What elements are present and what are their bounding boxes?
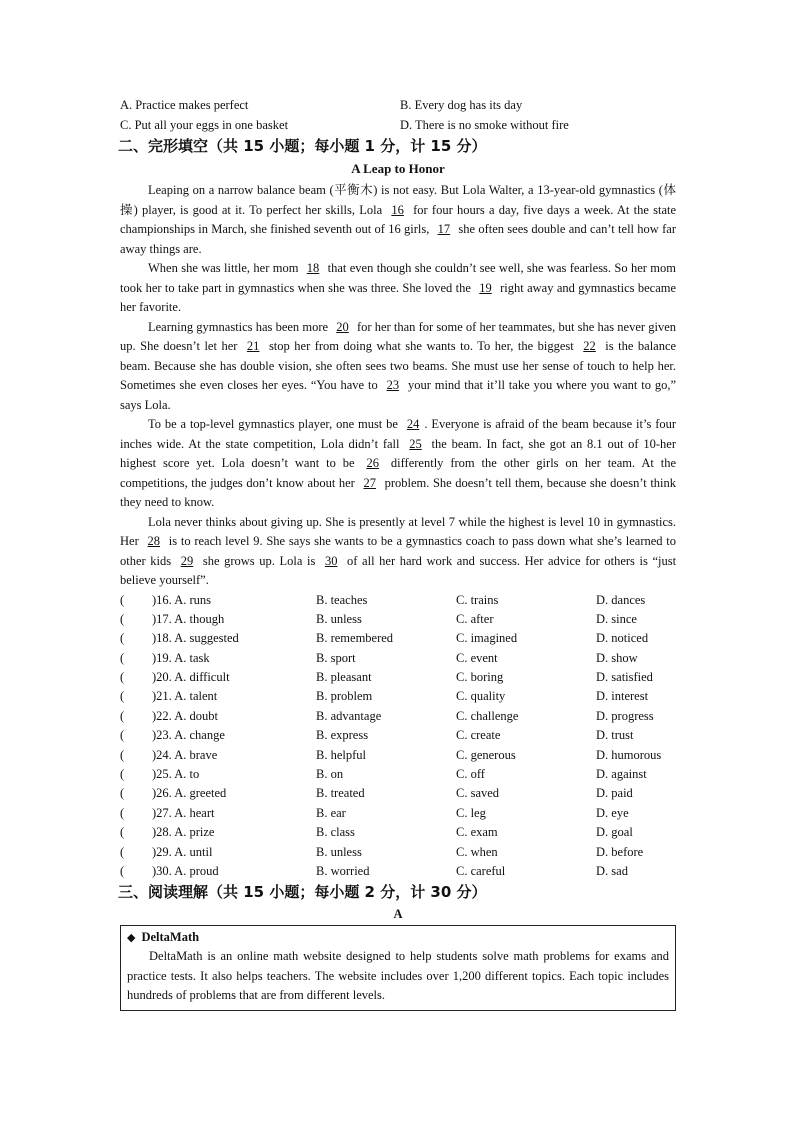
answer-paren: ( <box>120 805 125 820</box>
option-b: B. advantage <box>316 708 382 723</box>
option-a: )29. A. until <box>152 844 213 859</box>
cloze-passage <box>120 181 676 591</box>
option-d: D. trust <box>596 728 634 743</box>
text-span: for her than for some of her teammates, but she has never given up. She doesn’t let her <box>120 319 677 353</box>
option-c: C. quality <box>456 689 506 704</box>
text-span: of all her hard work and success. Her advice for others is “just believe yourself”. <box>120 553 677 587</box>
question-row <box>120 629 676 648</box>
text-span: differently from the other girls on her team. At the competitions, the judges don’t know about her <box>120 456 677 490</box>
option-d: D. dances <box>596 592 646 607</box>
answer-paren: ( <box>120 631 125 646</box>
answer-paren: ( <box>120 592 125 607</box>
answer-paren: ( <box>120 728 125 743</box>
text-span: is the balance beam. Because she has double vision, she often sees two beams. She must use her sense of touch to help her. Sometimes she even closes her eyes. “You have to <box>120 339 677 392</box>
option-c: C. after <box>456 611 494 626</box>
option-a: )17. A. though <box>152 611 225 626</box>
text-span: that even though she couldn’t see well, she was fearless. So her mom took her to take part in gymnastics when she was three. She loved the <box>120 261 676 295</box>
question-row <box>120 687 676 706</box>
paragraph-3 <box>120 318 676 416</box>
option-a: )28. A. prize <box>152 825 215 840</box>
option-d: D. paid <box>596 786 633 801</box>
answer-space[interactable] <box>134 843 152 862</box>
option-b: B. unless <box>316 844 362 859</box>
question-row <box>120 668 676 687</box>
answer-paren: ( <box>120 611 125 626</box>
option-a: )18. A. suggested <box>152 631 239 646</box>
option-b: B. remembered <box>316 631 394 646</box>
option-c: C. boring <box>456 670 504 685</box>
option-c: C. leg <box>456 805 486 820</box>
option-d: D. satisfied <box>596 670 653 685</box>
option-a: )16. A. runs <box>152 592 212 607</box>
option-a: )27. A. heart <box>152 805 215 820</box>
answer-paren: ( <box>120 670 125 685</box>
blank-25: 25 <box>409 436 422 451</box>
option-a: )30. A. proud <box>152 863 219 878</box>
text-span: Lola never thinks about giving up. She is presently at level 7 while the highest is level 10 in gymnastics. Her <box>120 514 676 548</box>
question-row <box>120 862 676 881</box>
blank-20: 20 <box>336 319 349 334</box>
option-d: D. noticed <box>596 631 649 646</box>
option-b: B. treated <box>316 786 365 801</box>
option-b: B. ear <box>316 805 346 820</box>
option-b: B. on <box>316 767 344 782</box>
text-span: Leaping on a narrow balance beam (平衡木) is not easy. But Lola Walter, a 13-year-old gymnastics (体操) player, is good at it. To perfect her skills, Lola <box>120 183 676 217</box>
answer-space[interactable] <box>134 707 152 726</box>
option-c: C. careful <box>456 863 506 878</box>
option-b: B. Every dog has its day <box>400 98 523 112</box>
option-b: B. helpful <box>316 747 366 762</box>
blank-16: 16 <box>391 202 404 217</box>
option-d: D. before <box>596 844 644 859</box>
option-d: D. show <box>596 650 638 665</box>
text-span: . Everyone is afraid of the beam because it’s four inches wide. At the state competition, Lola didn’t fall <box>120 417 677 451</box>
question-row <box>120 649 676 668</box>
option-a: A. Practice makes perfect <box>120 98 249 112</box>
answer-space[interactable] <box>134 726 152 745</box>
option-d: D. eye <box>596 805 629 820</box>
option-c: C. Put all your eggs in one basket <box>120 117 289 132</box>
blank-23: 23 <box>386 378 400 392</box>
answer-space[interactable] <box>134 784 152 803</box>
option-c: C. saved <box>456 786 500 801</box>
box-text: DeltaMath is an online math website designed to help students solve math problems for exams and practice tests. It also helps teachers. The website includes over 1,200 different topics. Each topic includes hundreds of problems that are from different levels. <box>127 949 669 1003</box>
option-c: C. generous <box>456 747 516 762</box>
text-span: right away and gymnastics became her favorite. <box>120 280 677 314</box>
text-span: problem. She doesn’t tell them, because she doesn’t think they need to know. <box>120 475 677 509</box>
paragraph-2 <box>120 259 676 318</box>
box-title-text: DeltaMath <box>141 930 200 945</box>
option-a: )20. A. difficult <box>152 670 230 685</box>
option-b: B. pleasant <box>316 670 372 685</box>
answer-space[interactable] <box>134 668 152 687</box>
option-a: )25. A. to <box>152 767 200 782</box>
question-row <box>120 726 676 745</box>
text-span: is to reach level 9. She says she wants to be a gymnastics coach to pass down what she’s learned to other kids <box>120 534 677 568</box>
option-a: )21. A. talent <box>152 689 218 704</box>
text-span: stop her from doing what she wants to. To her, the biggest <box>268 339 574 353</box>
answer-space[interactable] <box>134 862 152 881</box>
option-d: D. against <box>596 767 647 782</box>
option-a: )23. A. change <box>152 728 225 743</box>
option-c: C. when <box>456 844 498 859</box>
section-3-heading: 三、阅读理解（共 15 小题；每小题 2 分，计 30 分） <box>118 883 487 902</box>
question-row <box>120 610 676 629</box>
diamond-bullet-icon: ◆ <box>127 931 136 945</box>
question-row <box>120 843 676 862</box>
option-c: C. challenge <box>456 708 519 723</box>
option-d: D. progress <box>596 708 654 723</box>
option-c: C. exam <box>456 825 498 840</box>
option-b: B. sport <box>316 650 356 665</box>
paragraph-1 <box>120 181 676 259</box>
answer-space[interactable] <box>134 591 152 610</box>
answer-space[interactable] <box>134 649 152 668</box>
option-a: )26. A. greeted <box>152 786 227 801</box>
answer-paren: ( <box>120 747 125 762</box>
answer-space[interactable] <box>134 629 152 648</box>
option-c: C. trains <box>456 592 499 607</box>
previous-options-row-2 <box>120 116 676 136</box>
answer-space[interactable] <box>134 765 152 784</box>
answer-paren: ( <box>120 767 125 782</box>
question-list <box>120 591 676 882</box>
answer-paren: ( <box>120 786 125 801</box>
passage-title: A Leap to Honor <box>351 161 445 176</box>
blank-17: 17 <box>437 222 451 236</box>
blank-22: 22 <box>583 339 596 353</box>
paragraph-5 <box>120 513 676 591</box>
blank-21: 21 <box>246 339 260 353</box>
blank-29: 29 <box>180 553 194 568</box>
option-d: D. since <box>596 611 637 626</box>
answer-space[interactable] <box>134 687 152 706</box>
option-d: D. sad <box>596 863 628 878</box>
option-b: B. class <box>316 825 355 840</box>
option-b: B. unless <box>316 611 362 626</box>
answer-paren: ( <box>120 650 125 665</box>
option-c: C. imagined <box>456 631 518 646</box>
option-b: B. express <box>316 728 369 743</box>
option-d: D. humorous <box>596 747 662 762</box>
exam-page <box>120 96 676 1011</box>
text-span: she grows up. Lola is <box>202 553 316 568</box>
option-a: )24. A. brave <box>152 747 218 762</box>
question-row <box>120 591 676 610</box>
question-row <box>120 746 676 765</box>
text-span: she often sees double and can’t tell how far away things are. <box>120 222 676 256</box>
question-row <box>120 707 676 726</box>
text-span: for four hours a day, five days a week. At the state championships in March, she finished seventh out of 16 girls, <box>120 202 677 236</box>
option-d: D. There is no smoke without fire <box>400 117 569 132</box>
option-d: D. interest <box>596 689 649 704</box>
answer-paren: ( <box>120 844 125 859</box>
blank-30: 30 <box>324 553 338 568</box>
part-a-label: A <box>393 907 403 922</box>
box-title <box>127 928 669 947</box>
answer-space[interactable] <box>134 804 152 823</box>
answer-space[interactable] <box>134 610 152 629</box>
question-row <box>120 765 676 784</box>
text-span: your mind that it’ll take you where you want to go,” says Lola. <box>120 378 677 412</box>
paragraph-4 <box>120 415 676 513</box>
question-row <box>120 784 676 803</box>
blank-19: 19 <box>479 280 492 295</box>
section-2-heading: 二、完形填空（共 15 小题；每小题 1 分，计 15 分） <box>118 137 487 155</box>
text-span: the beam. In fact, she got an 8.1 out of 10-her highest score yet. Lola doesn’t want to be <box>120 436 676 470</box>
option-a: )22. A. doubt <box>152 708 218 723</box>
previous-options-row-1 <box>120 96 676 116</box>
answer-paren: ( <box>120 825 125 840</box>
blank-28: 28 <box>147 534 161 548</box>
option-c: C. create <box>456 728 501 743</box>
option-b: B. teaches <box>316 592 368 607</box>
option-d: D. goal <box>596 825 633 840</box>
blank-26: 26 <box>366 456 379 470</box>
option-c: C. event <box>456 650 498 665</box>
text-span: To be a top-level gymnastics player, one must be <box>148 417 398 431</box>
answer-paren: ( <box>120 689 125 704</box>
option-a: )19. A. task <box>152 650 210 665</box>
answer-space[interactable] <box>134 746 152 765</box>
option-c: C. off <box>456 767 485 782</box>
question-row <box>120 804 676 823</box>
option-b: B. problem <box>316 689 373 704</box>
deltamath-box <box>120 925 676 1011</box>
text-span: When she was little, her mom <box>148 261 299 275</box>
blank-18: 18 <box>306 261 320 275</box>
answer-paren: ( <box>120 863 125 878</box>
answer-space[interactable] <box>134 823 152 842</box>
answer-paren: ( <box>120 708 125 723</box>
option-b: B. worried <box>316 863 370 878</box>
blank-24: 24 <box>406 417 420 431</box>
question-row <box>120 823 676 842</box>
text-span: Learning gymnastics has been more <box>148 319 329 334</box>
blank-27: 27 <box>363 475 376 490</box>
